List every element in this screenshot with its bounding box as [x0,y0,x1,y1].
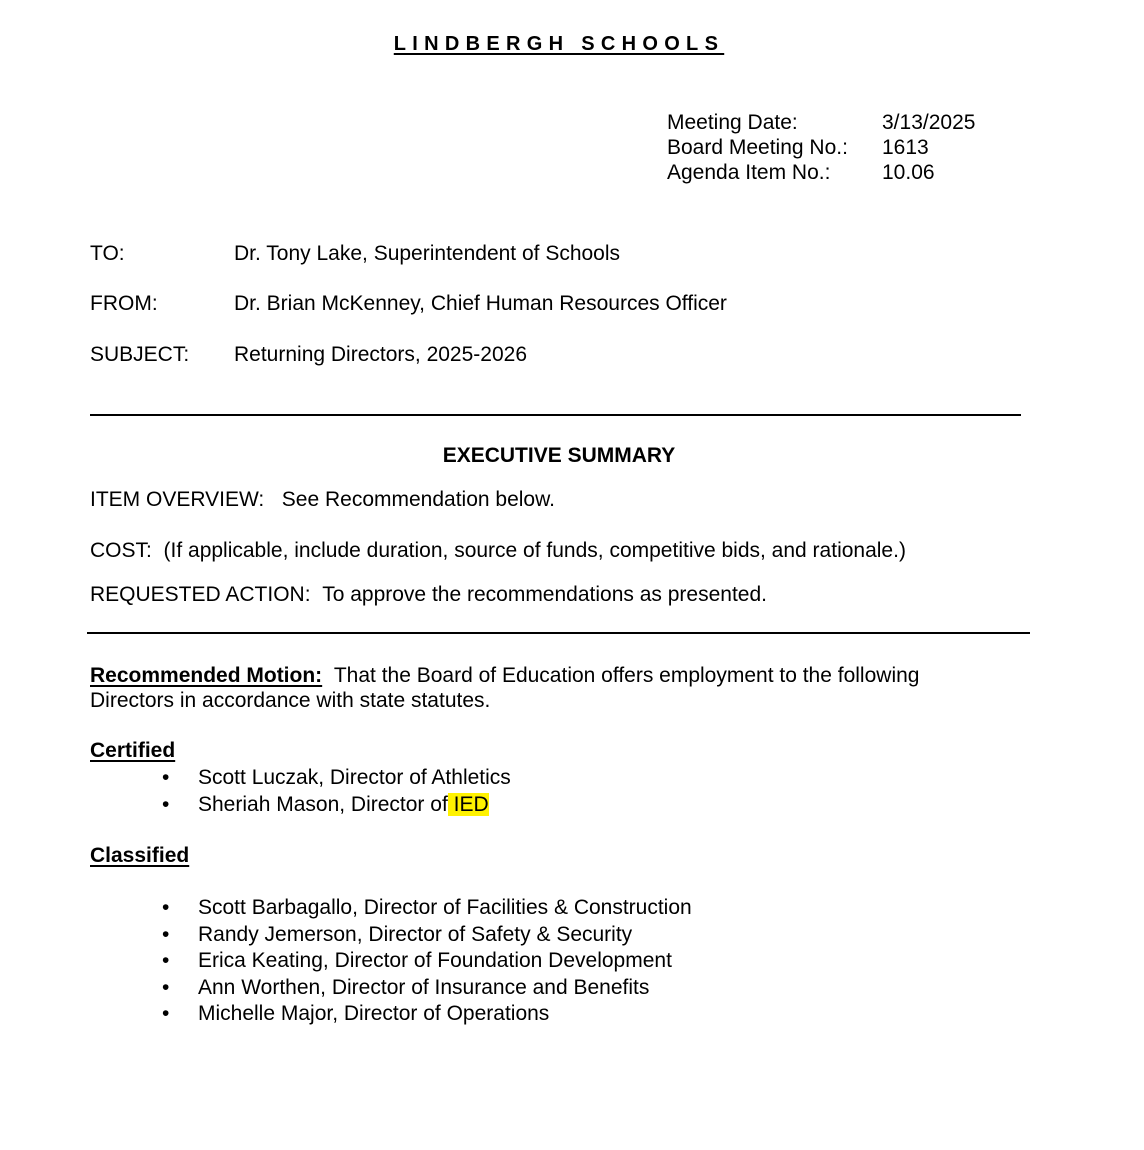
to-label: TO: [90,242,125,265]
highlighted-text: IED [448,793,489,816]
divider-bottom [87,632,1030,634]
item-overview-value: See Recommendation below. [281,488,555,511]
list-item: • Scott Barbagallo, Director of Facilities & Construction [90,895,692,922]
divider-top [90,414,1021,416]
meeting-labels [667,110,848,185]
item-overview-label: ITEM OVERVIEW: [90,488,265,511]
requested-action-label: REQUESTED ACTION: [90,583,311,606]
list-item: • Randy Jemerson, Director of Safety & Security [90,922,692,949]
cost-label: COST: [90,539,152,562]
list-item: • Erica Keating, Director of Foundation Development [90,948,692,975]
cost [90,539,906,563]
agenda-item-no-label: Agenda Item No.: [667,161,831,184]
item-overview [90,488,555,512]
list-item: • Michelle Major, Director of Operations [90,1001,692,1028]
requested-action-value: To approve the recommendations as presented. [322,583,767,606]
from-label: FROM: [90,292,158,315]
from-value: Dr. Brian McKenney, Chief Human Resources Officer [234,292,727,315]
subject-label: SUBJECT: [90,343,190,366]
list-item: • Scott Luczak, Director of Athletics [90,765,511,792]
cost-value: (If applicable, include duration, source of funds, competitive bids, and rationale.) [163,539,906,562]
executive-summary-heading: EXECUTIVE SUMMARY [442,444,676,467]
certified-list [90,765,511,818]
agenda-item-no-value: 10.06 [882,161,935,184]
meeting-values [882,110,975,185]
requested-action [90,583,767,607]
board-meeting-no-label: Board Meeting No.: [667,136,848,159]
list-item: • Sheriah Mason, Director of IED [90,792,511,819]
board-meeting-no-value: 1613 [882,136,929,159]
subject-value: Returning Directors, 2025-2026 [234,343,527,366]
recommended-motion-text: That the Board of Education offers employment to the following [333,664,920,687]
recommended-motion-line1 [90,664,919,688]
certified-heading: Certified [90,739,176,762]
recommended-motion-line2: Directors in accordance with state statutes. [90,689,491,712]
page-title: LINDBERGH SCHOOLS [393,33,725,55]
meeting-date-label: Meeting Date: [667,111,798,134]
recommended-motion-label: Recommended Motion: [90,664,323,687]
list-item: • Ann Worthen, Director of Insurance and Benefits [90,975,692,1002]
classified-heading: Classified [90,844,190,867]
meeting-date-value: 3/13/2025 [882,111,976,134]
to-value: Dr. Tony Lake, Superintendent of Schools [234,242,621,265]
classified-list [90,895,692,1028]
